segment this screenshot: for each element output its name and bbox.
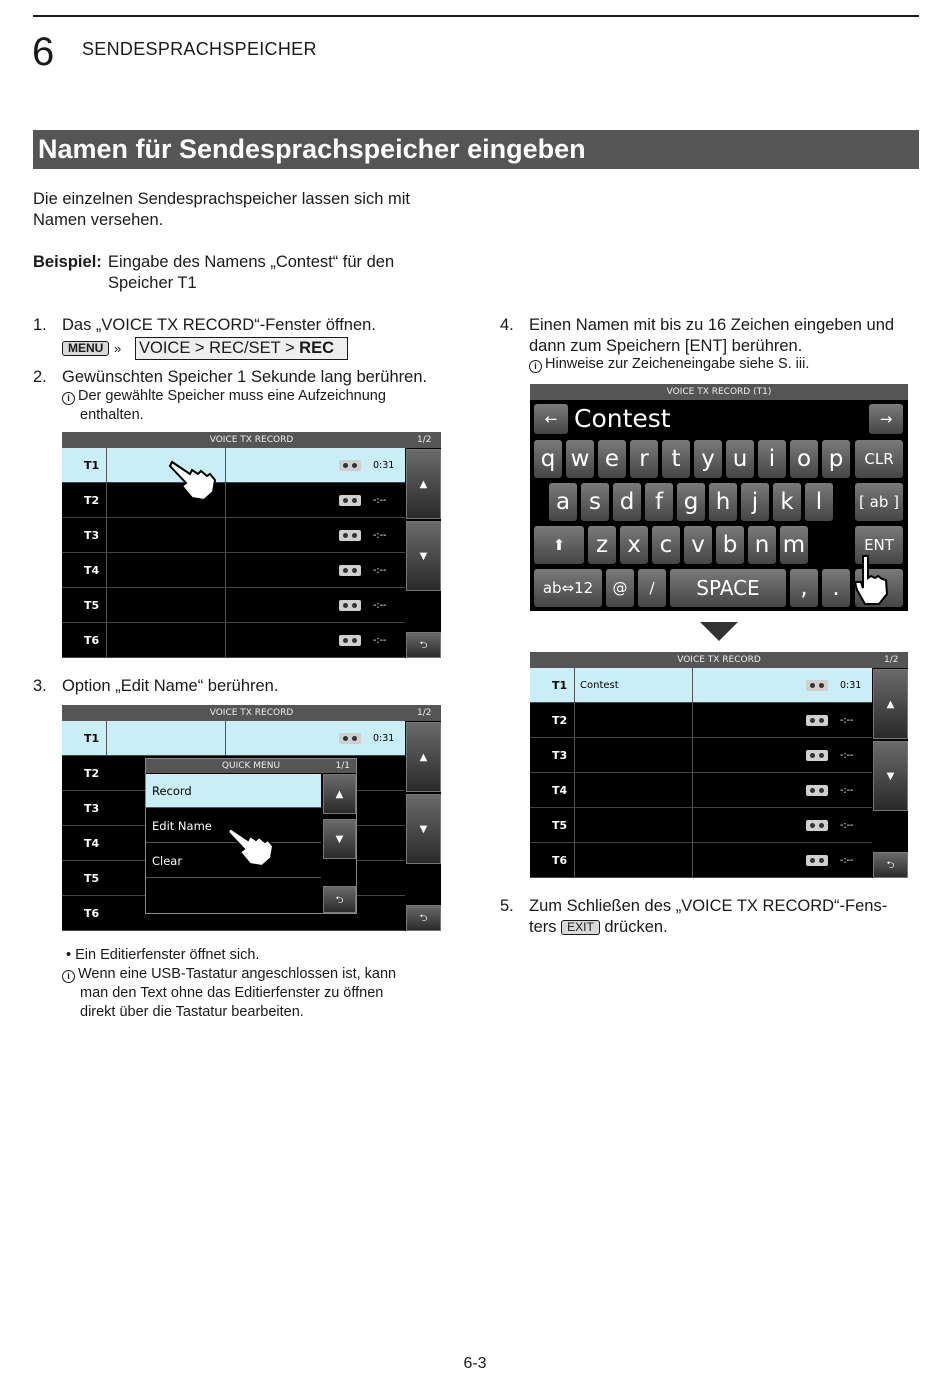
key-z[interactable]: z	[588, 526, 616, 564]
voice-tx-record-screen-result	[530, 652, 908, 878]
key-g[interactable]: g	[677, 483, 705, 521]
key-h[interactable]: h	[709, 483, 737, 521]
row-id: T4	[84, 564, 100, 577]
key-c[interactable]: c	[652, 526, 680, 564]
row-time: -:--	[840, 715, 854, 726]
tape-icon	[339, 530, 361, 541]
memory-row-t2[interactable]	[530, 703, 872, 738]
key-q[interactable]: q	[534, 440, 562, 478]
qm-back-button[interactable]: ⮌	[323, 886, 356, 913]
top-rule	[33, 15, 919, 17]
key-at[interactable]: @	[606, 569, 634, 607]
step-3-note-1: Wenn eine USB-Tastatur angeschlossen ist, kann	[78, 966, 397, 982]
key-i[interactable]: i	[758, 440, 786, 478]
key-r[interactable]: r	[630, 440, 658, 478]
scroll-up-button[interactable]: ▲	[406, 449, 441, 519]
hand-pointer-icon	[226, 822, 276, 868]
key-slash[interactable]: /	[638, 569, 666, 607]
row-id: T5	[84, 872, 100, 885]
row-id: T3	[84, 529, 100, 542]
tape-icon	[806, 855, 828, 866]
tape-icon	[806, 680, 828, 691]
hand-pointer-icon	[168, 456, 218, 502]
step-5-line-1: Zum Schließen des „VOICE TX RECORD“-Fens-	[529, 897, 888, 915]
key-y[interactable]: y	[694, 440, 722, 478]
space-key[interactable]: SPACE	[670, 569, 786, 607]
quick-menu-clear[interactable]: Clear	[146, 844, 321, 878]
scroll-down-button[interactable]: ▼	[406, 521, 441, 591]
step-4-note: Hinweise zur Zeicheneingabe siehe S. iii.	[545, 356, 810, 372]
step-2-note-1: Der gewählte Speicher muss eine Aufzeichnung	[78, 388, 386, 404]
step-2-note-2: enthalten.	[80, 407, 144, 423]
row-id: T1	[84, 459, 100, 472]
key-comma[interactable]: ,	[790, 569, 818, 607]
key-u[interactable]: u	[726, 440, 754, 478]
arrow-down-icon	[700, 622, 738, 641]
tape-icon	[806, 750, 828, 761]
clr-button[interactable]: CLR	[855, 440, 903, 478]
row-name: Contest	[580, 680, 619, 691]
key-w[interactable]: w	[566, 440, 594, 478]
step-3-note-2: man den Text ohne das Editierfenster zu öffnen	[80, 985, 384, 1001]
voice-tx-record-screen-1	[62, 432, 441, 658]
chapter-number: 6	[32, 30, 55, 74]
scroll-up-button[interactable]: ▲	[873, 669, 908, 739]
keyboard-screen	[530, 384, 908, 611]
key-o[interactable]: o	[790, 440, 818, 478]
result-screen-title: VOICE TX RECORD	[530, 652, 908, 668]
step-4-number: 4.	[500, 316, 514, 334]
step-1-number: 1.	[33, 316, 47, 334]
row-time: 0:31	[840, 680, 862, 691]
quick-menu-edit-name[interactable]: Edit Name	[146, 809, 321, 843]
step-2-number: 2.	[33, 368, 47, 386]
step-5-number: 5.	[500, 897, 514, 915]
row-time: -:--	[373, 600, 387, 611]
scroll-up-button[interactable]: ▲	[406, 722, 441, 792]
key-a[interactable]: a	[549, 483, 577, 521]
memory-row-t2[interactable]	[62, 483, 405, 518]
row-time: -:--	[840, 855, 854, 866]
row-time: -:--	[373, 495, 387, 506]
qm-scroll-up-button[interactable]: ▲	[323, 774, 356, 814]
memory-row-t6[interactable]	[62, 623, 405, 658]
key-t[interactable]: t	[662, 440, 690, 478]
tape-icon	[339, 733, 361, 744]
row-id: T4	[552, 784, 568, 797]
row-id: T5	[84, 599, 100, 612]
ent-button[interactable]: ENT	[855, 526, 903, 564]
screen-2-title: VOICE TX RECORD	[62, 705, 441, 721]
tape-icon	[339, 495, 361, 506]
intro-line-1: Die einzelnen Sendesprachspeicher lassen sich mit	[33, 190, 410, 208]
screen-1-page: 1/2	[417, 435, 432, 445]
key-d[interactable]: d	[613, 483, 641, 521]
exit-key: EXIT	[561, 920, 600, 935]
cursor-left-button[interactable]: ←	[534, 404, 568, 434]
qm-scroll-down-button[interactable]: ▼	[323, 819, 356, 859]
menu-key: MENU	[62, 341, 109, 356]
step-3-number: 3.	[33, 677, 47, 695]
section-title: Namen für Sendesprachspeicher eingeben	[38, 134, 586, 164]
row-time: 0:31	[373, 733, 395, 744]
row-id: T6	[552, 854, 568, 867]
back-button[interactable]: ⮌	[406, 632, 441, 658]
menu-path-prefix: VOICE > REC/SET >	[139, 339, 300, 357]
row-time: -:--	[840, 750, 854, 761]
key-period[interactable]: .	[822, 569, 850, 607]
keyboard-screen-title: VOICE TX RECORD (T1)	[530, 384, 908, 400]
quick-menu-title: QUICK MENU 1/1	[146, 759, 356, 773]
key-k[interactable]: k	[773, 483, 801, 521]
menu-path-last: REC	[299, 339, 335, 357]
row-id: T6	[84, 634, 100, 647]
menu-separator: »	[113, 341, 122, 356]
step-4-line-2: dann zum Speichern [ENT] berühren.	[529, 337, 803, 355]
memory-row-t3[interactable]	[530, 738, 872, 773]
chapter-title: SENDESPRACHSPEICHER	[82, 39, 317, 59]
row-id: T2	[84, 494, 100, 507]
screen-2-page: 1/2	[417, 708, 432, 718]
row-id: T1	[552, 679, 568, 692]
example-line-2: Speicher T1	[108, 274, 197, 292]
row-time: -:--	[840, 820, 854, 831]
row-id: T6	[84, 907, 100, 920]
tape-icon	[339, 600, 361, 611]
memory-row-t4[interactable]	[530, 773, 872, 808]
page-number: 6-3	[463, 1355, 487, 1372]
menu-path	[135, 337, 348, 360]
step-4-line-1: Einen Namen mit bis zu 16 Zeichen eingeben und	[529, 316, 895, 334]
step-3-note-3: direkt über die Tastatur bearbeiten.	[80, 1004, 304, 1020]
quick-menu-page: 1/1	[335, 761, 350, 771]
quick-menu-record[interactable]: Record	[146, 774, 321, 808]
row-id: T2	[552, 714, 568, 727]
info-icon: i	[62, 970, 75, 983]
name-input[interactable]: Contest	[574, 402, 864, 436]
result-screen-page: 1/2	[884, 655, 899, 665]
memory-row-t1[interactable]	[62, 448, 405, 483]
shift-key[interactable]: ⬆	[534, 526, 584, 564]
intro-line-2: Namen versehen.	[33, 211, 164, 229]
memory-row-t1[interactable]	[530, 668, 872, 703]
back-button[interactable]: ⮌	[873, 852, 908, 878]
cursor-right-button[interactable]: →	[869, 404, 903, 434]
hand-pointer-icon	[853, 554, 889, 606]
scroll-down-button[interactable]: ▼	[406, 794, 441, 864]
row-id: T3	[84, 802, 100, 815]
ab-mode-button[interactable]: [ ab ]	[855, 483, 903, 521]
memory-row-t6[interactable]	[530, 843, 872, 878]
step-1-text: Das „VOICE TX RECORD“-Fenster öffnen.	[62, 316, 376, 334]
info-icon: i	[62, 392, 75, 405]
key-l[interactable]: l	[805, 483, 833, 521]
row-time: 0:31	[373, 460, 395, 471]
row-id: T4	[84, 837, 100, 850]
tape-icon	[806, 785, 828, 796]
step-5-line-2-post: drücken.	[604, 918, 668, 936]
key-x[interactable]: x	[620, 526, 648, 564]
step-3-bullet: • Ein Editierfenster öffnet sich.	[66, 947, 260, 963]
row-time: -:--	[373, 530, 387, 541]
step-5-line-2-pre: ters	[529, 918, 557, 936]
key-j[interactable]: j	[741, 483, 769, 521]
back-button[interactable]: ⮌	[406, 905, 441, 931]
row-id: T3	[552, 749, 568, 762]
memory-row-t5[interactable]	[530, 808, 872, 843]
info-icon: i	[529, 360, 542, 373]
tape-icon	[339, 565, 361, 576]
scroll-down-button[interactable]: ▼	[873, 741, 908, 811]
key-s[interactable]: s	[581, 483, 609, 521]
char-mode-key[interactable]: ab⇔12	[534, 569, 602, 607]
example-line-1: Eingabe des Namens „Contest“ für den	[108, 253, 395, 271]
row-time: -:--	[373, 635, 387, 646]
key-n[interactable]: n	[748, 526, 776, 564]
row-id: T2	[84, 767, 100, 780]
memory-row-t5[interactable]	[62, 588, 405, 623]
step-3-text: Option „Edit Name“ berühren.	[62, 677, 279, 695]
key-e[interactable]: e	[598, 440, 626, 478]
tape-icon	[339, 635, 361, 646]
key-f[interactable]: f	[645, 483, 673, 521]
memory-row-t3[interactable]	[62, 518, 405, 553]
row-time: -:--	[840, 785, 854, 796]
memory-row-t4[interactable]	[62, 553, 405, 588]
key-p[interactable]: p	[822, 440, 850, 478]
row-id: T1	[84, 732, 100, 745]
step-2-text: Gewünschten Speicher 1 Sekunde lang berühren.	[62, 368, 428, 386]
tape-icon	[339, 460, 361, 471]
screen-1-title: VOICE TX RECORD	[62, 432, 441, 448]
row-time: -:--	[373, 565, 387, 576]
row-id: T5	[552, 819, 568, 832]
example-label: Beispiel:	[33, 253, 102, 271]
key-v[interactable]: v	[684, 526, 712, 564]
memory-row-t1[interactable]	[62, 721, 405, 756]
tape-icon	[806, 820, 828, 831]
key-b[interactable]: b	[716, 526, 744, 564]
voice-tx-record-screen-2	[62, 705, 441, 931]
key-m[interactable]: m	[780, 526, 808, 564]
tape-icon	[806, 715, 828, 726]
